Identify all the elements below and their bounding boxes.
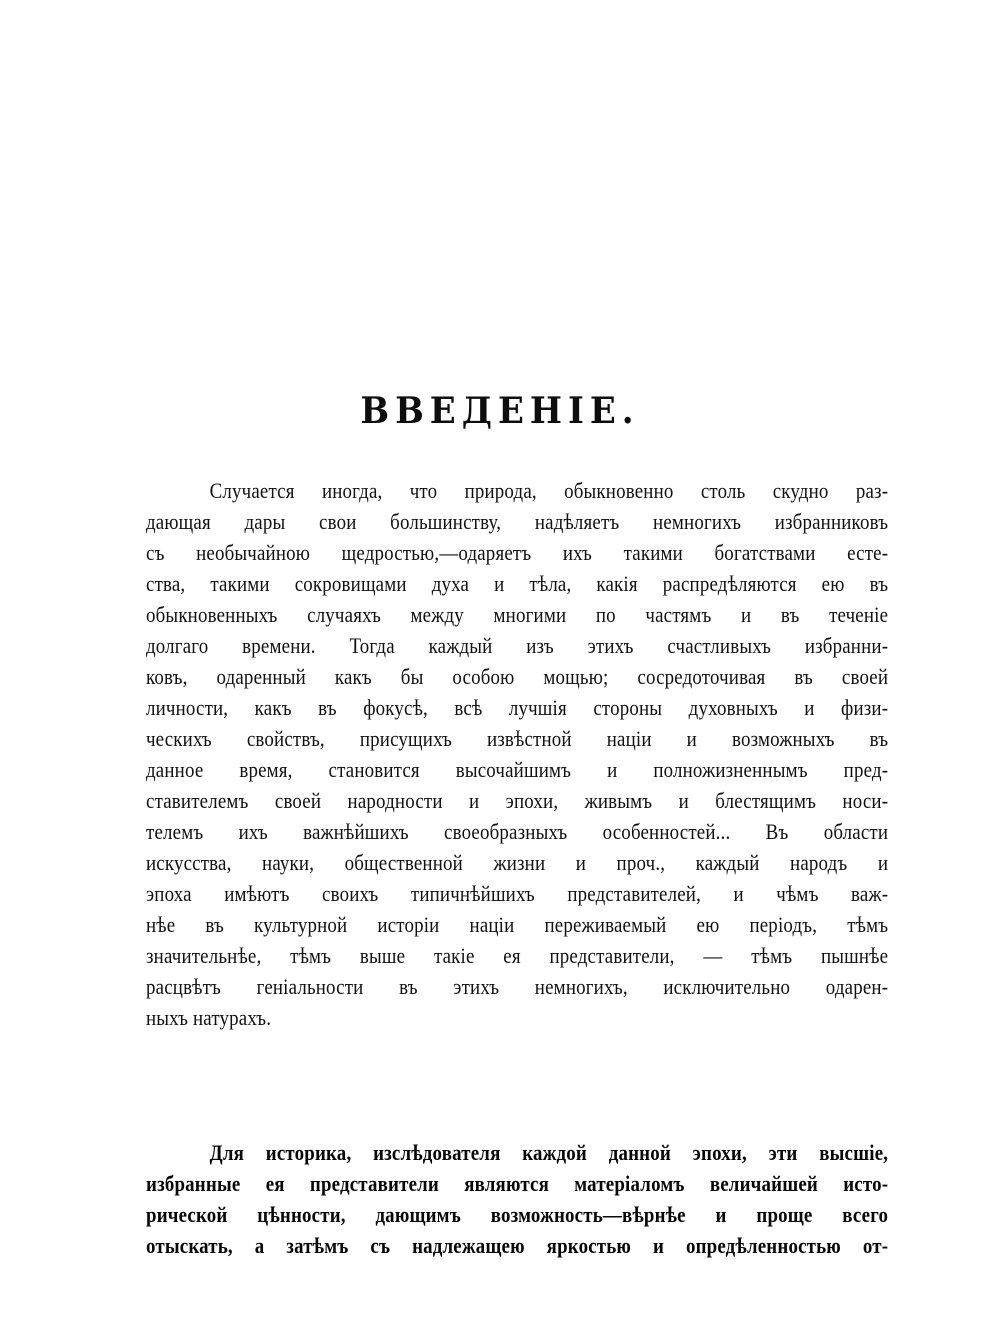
text-line: Для историка, изслѣдователя каждой данной эпохи, эти высшіе,	[209, 1140, 889, 1165]
text-line: ства, такими сокровищами духа и тѣла, какія распредѣляются ею въ	[146, 571, 889, 596]
text-line: рической цѣнности, дающимъ возможность—вѣрнѣе и проще всего	[146, 1202, 889, 1227]
text-line: ковъ, одаренный какъ бы особою мощью; сосредоточивая въ своей	[146, 664, 889, 689]
text-line: телемъ ихъ важнѣйшихъ своеобразныхъ особенностей... Въ области	[146, 819, 889, 844]
paragraph-1	[146, 475, 888, 1033]
text-line: расцвѣтъ геніальности въ этихъ немногихъ, исключительно одарен-	[146, 974, 889, 999]
text-line: долгаго времени. Тогда каждый изъ этихъ счастливыхъ избранни-	[146, 633, 889, 658]
text-line: ныхъ натурахъ.	[146, 1005, 272, 1030]
text-line: ставителемъ своей народности и эпохи, живымъ и блестящимъ носи-	[146, 788, 889, 813]
text-line: значительнѣе, тѣмъ выше такіе ея представители, — тѣмъ пышнѣе	[146, 943, 889, 968]
text-line: Случается иногда, что природа, обыкновенно столь скудно раз-	[209, 478, 889, 503]
text-line: отыскать, а затѣмъ съ надлежащею яркостью и опредѣленностью от-	[146, 1233, 889, 1258]
text-line: ческихъ свойствъ, присущихъ извѣстной націи и возможныхъ въ	[146, 726, 889, 751]
text-line: дающая дары свои большинству, надѣляетъ немногихъ избранниковъ	[146, 509, 889, 534]
text-line: эпоха имѣютъ своихъ типичнѣйшихъ представителей, и чѣмъ важ-	[146, 881, 889, 906]
text-line: нѣе въ культурной исторіи націи переживаемый ею періодъ, тѣмъ	[146, 912, 889, 937]
text-line: данное время, становится высочайшимъ и полножизненнымъ пред-	[146, 757, 889, 782]
text-line: искусства, науки, общественной жизни и проч., каждый народъ и	[146, 850, 889, 875]
chapter-heading: ВВЕДЕНІЕ.	[360, 389, 640, 433]
paragraph-2	[146, 1137, 888, 1261]
text-line: съ необычайною щедростью,—одаряетъ ихъ такими богатствами есте-	[146, 540, 889, 565]
text-line: обыкновенныхъ случаяхъ между многими по частямъ и въ теченіе	[146, 602, 889, 627]
text-line: избранные ея представители являются матеріаломъ величайшей исто-	[146, 1171, 889, 1196]
text-line: личности, какъ въ фокусѣ, всѣ лучшія стороны духовныхъ и физи-	[146, 695, 889, 720]
